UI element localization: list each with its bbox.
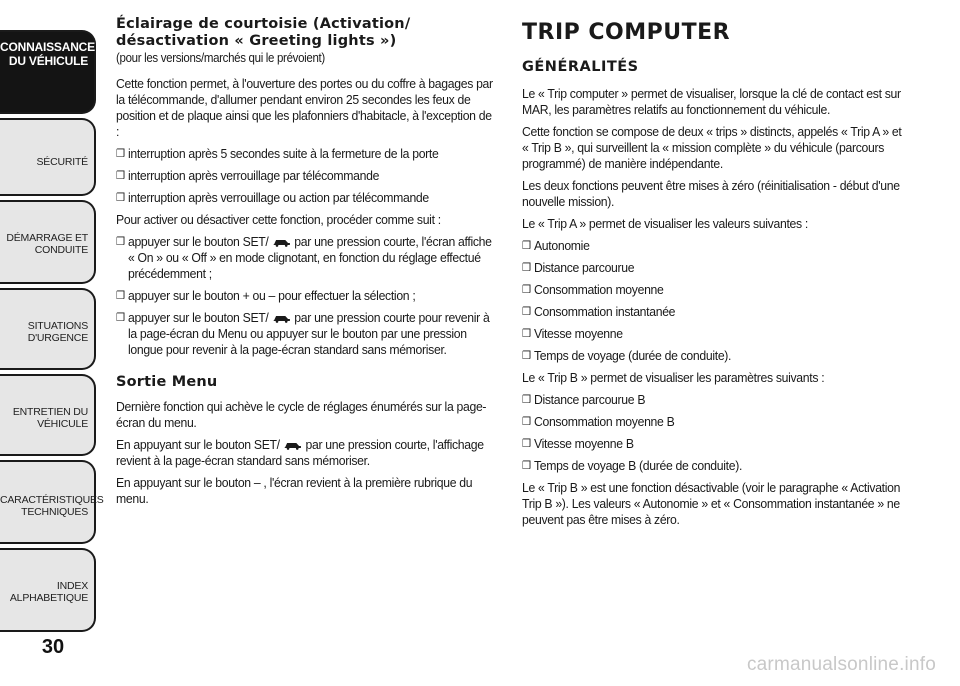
trip-b-intro: Le « Trip B » permet de visualiser les paramètres suivants : (522, 370, 825, 385)
sortie-paragraph: En appuyant sur le bouton SET/ par une pression courte, l'affichage revient à la page-écran standard sans mémoriser. (116, 437, 484, 468)
list-item: ❒ appuyer sur le bouton + ou – pour effectuer la sélection ; (116, 288, 416, 303)
left-column (116, 16, 500, 513)
tab-demarrage-et-conduite[interactable] (0, 200, 96, 284)
checkbox-bullet-icon: ❒ (522, 306, 531, 318)
checkbox-bullet-icon: ❒ (522, 328, 531, 340)
availability-note: (pour les versions/marchés qui le prévoient) (116, 51, 325, 65)
list-item: ❒ Distance parcourue B (522, 392, 646, 407)
car-icon (283, 440, 301, 450)
tab-label-line: ENTRETIEN DU (12, 406, 88, 418)
trip-a-intro: Le « Trip A » permet de visualiser les valeurs suivantes : (522, 216, 808, 231)
paragraph: Le « Trip computer » permet de visualiser, lorsque la clé de contact est sur MAR, les paramètres relatifs au fonctionnement du véhicule. (522, 86, 901, 117)
checkbox-bullet-icon: ❒ (522, 460, 531, 472)
checkbox-bullet-icon: ❒ (116, 148, 125, 160)
car-icon (272, 313, 290, 323)
checkbox-bullet-icon: ❒ (116, 312, 125, 324)
checkbox-bullet-icon: ❒ (116, 236, 125, 248)
list-item: ❒ appuyer sur le bouton SET/ par une pression courte, l'écran affiche « On » ou « Off » en mode clignotant, en fonction du réglage effectué précédemment ; (116, 234, 492, 281)
checkbox-bullet-icon: ❒ (522, 416, 531, 428)
tab-label-line: DU VÉHICULE (8, 54, 88, 68)
paragraph: Le « Trip B » est une fonction désactivable (voir le paragraphe « Activation Trip B »). Les valeurs « Autonomie » et « Consommation instantanée » ne peuvent pas être mises à zéro. (522, 480, 901, 527)
tab-label-line: SITUATIONS (27, 320, 88, 332)
checkbox-bullet-icon: ❒ (522, 262, 531, 274)
page-number: 30 (41, 636, 65, 658)
page-title: TRIP COMPUTER (522, 20, 731, 45)
checkbox-bullet-icon: ❒ (522, 350, 531, 362)
list-item: ❒ appuyer sur le bouton SET/ par une pression courte pour revenir à la page-écran du Menu ou appuyer sur le bouton par une pression longue pour revenir à la page-écran standard sans mémoriser. (116, 310, 490, 357)
tab-situations-d-urgence[interactable] (0, 288, 96, 370)
list-item: ❒ Temps de voyage (durée de conduite). (522, 348, 732, 363)
chapter-sidebar (0, 0, 104, 686)
list-item: ❒ Temps de voyage B (durée de conduite). (522, 458, 743, 473)
list-item: ❒ Consommation moyenne B (522, 414, 675, 429)
section-title-line: désactivation « Greeting lights ») (116, 33, 397, 49)
tab-label-line: CONDUITE (34, 244, 88, 256)
tab-label-line: DÉMARRAGE ET (6, 232, 88, 244)
list-item: ❒ interruption après 5 secondes suite à la fermeture de la porte (116, 146, 439, 161)
tab-label-line: SÉCURITÉ (36, 156, 88, 168)
checkbox-bullet-icon: ❒ (522, 284, 531, 296)
tab-entretien-du-vehicule[interactable] (0, 374, 96, 456)
section-title-line: Éclairage de courtoisie (Activation/ (116, 16, 411, 32)
watermark: carmanualsonline.info (746, 654, 936, 675)
right-column (522, 16, 906, 534)
tab-label-line: CONNAISSANCE (0, 40, 95, 54)
checkbox-bullet-icon: ❒ (116, 290, 125, 302)
list-item: ❒ Consommation instantanée (522, 304, 676, 319)
list-item: ❒ Vitesse moyenne B (522, 436, 634, 451)
checkbox-bullet-icon: ❒ (116, 170, 125, 182)
sortie-paragraph: Dernière fonction qui achève le cycle de réglages énumérés sur la page-écran du menu. (116, 399, 487, 430)
procedure-intro: Pour activer ou désactiver cette fonction, procéder comme suit : (116, 212, 441, 227)
car-icon (272, 237, 290, 247)
tab-index-alphabetique[interactable] (0, 548, 96, 632)
tab-label-line: TECHNIQUES (21, 506, 88, 518)
section-title: Sortie Menu (116, 374, 218, 390)
list-item: ❒ Distance parcourue (522, 260, 635, 275)
tab-label-line: VÉHICULE (37, 418, 88, 430)
sortie-paragraph: En appuyant sur le bouton – , l'écran revient à la première rubrique du menu. (116, 475, 473, 506)
tab-label-line: D'URGENCE (27, 332, 88, 344)
checkbox-bullet-icon: ❒ (522, 394, 531, 406)
list-item: ❒ Vitesse moyenne (522, 326, 623, 341)
tab-label-line: INDEX (56, 580, 88, 592)
checkbox-bullet-icon: ❒ (522, 240, 531, 252)
tab-securite[interactable] (0, 118, 96, 196)
tab-caracteristiques-techniques[interactable] (0, 460, 104, 544)
list-item: ❒ interruption après verrouillage par télécommande (116, 168, 380, 183)
paragraph: Les deux fonctions peuvent être mises à zéro (réinitialisation - début d'une nouvelle mission). (522, 178, 900, 209)
list-item: ❒ Autonomie (522, 238, 590, 253)
list-item: ❒ Consommation moyenne (522, 282, 664, 297)
checkbox-bullet-icon: ❒ (116, 192, 125, 204)
checkbox-bullet-icon: ❒ (522, 438, 531, 450)
tab-label-line: CARACTÉRISTIQUES (0, 494, 104, 506)
tab-connaissance-du-vehicule[interactable] (0, 30, 96, 114)
tab-label-line: ALPHABETIQUE (9, 592, 88, 604)
list-item: ❒ interruption après verrouillage ou action par télécommande (116, 190, 429, 205)
paragraph: Cette fonction se compose de deux « trips » distincts, appelés « Trip A » et « Trip B », qui surveillent la « mission complète » du véhicule (parcours programmé) de manière indépendante. (522, 124, 902, 171)
section-title: GÉNÉRALITÉS (522, 59, 639, 75)
intro-paragraph: Cette fonction permet, à l'ouverture des portes ou du coffre à bagages par la télécommande, d'allumer pendant environ 25 secondes les feux de position et de plaque ainsi que les plafonniers d'habitacle, à l'exception de : (116, 76, 493, 139)
